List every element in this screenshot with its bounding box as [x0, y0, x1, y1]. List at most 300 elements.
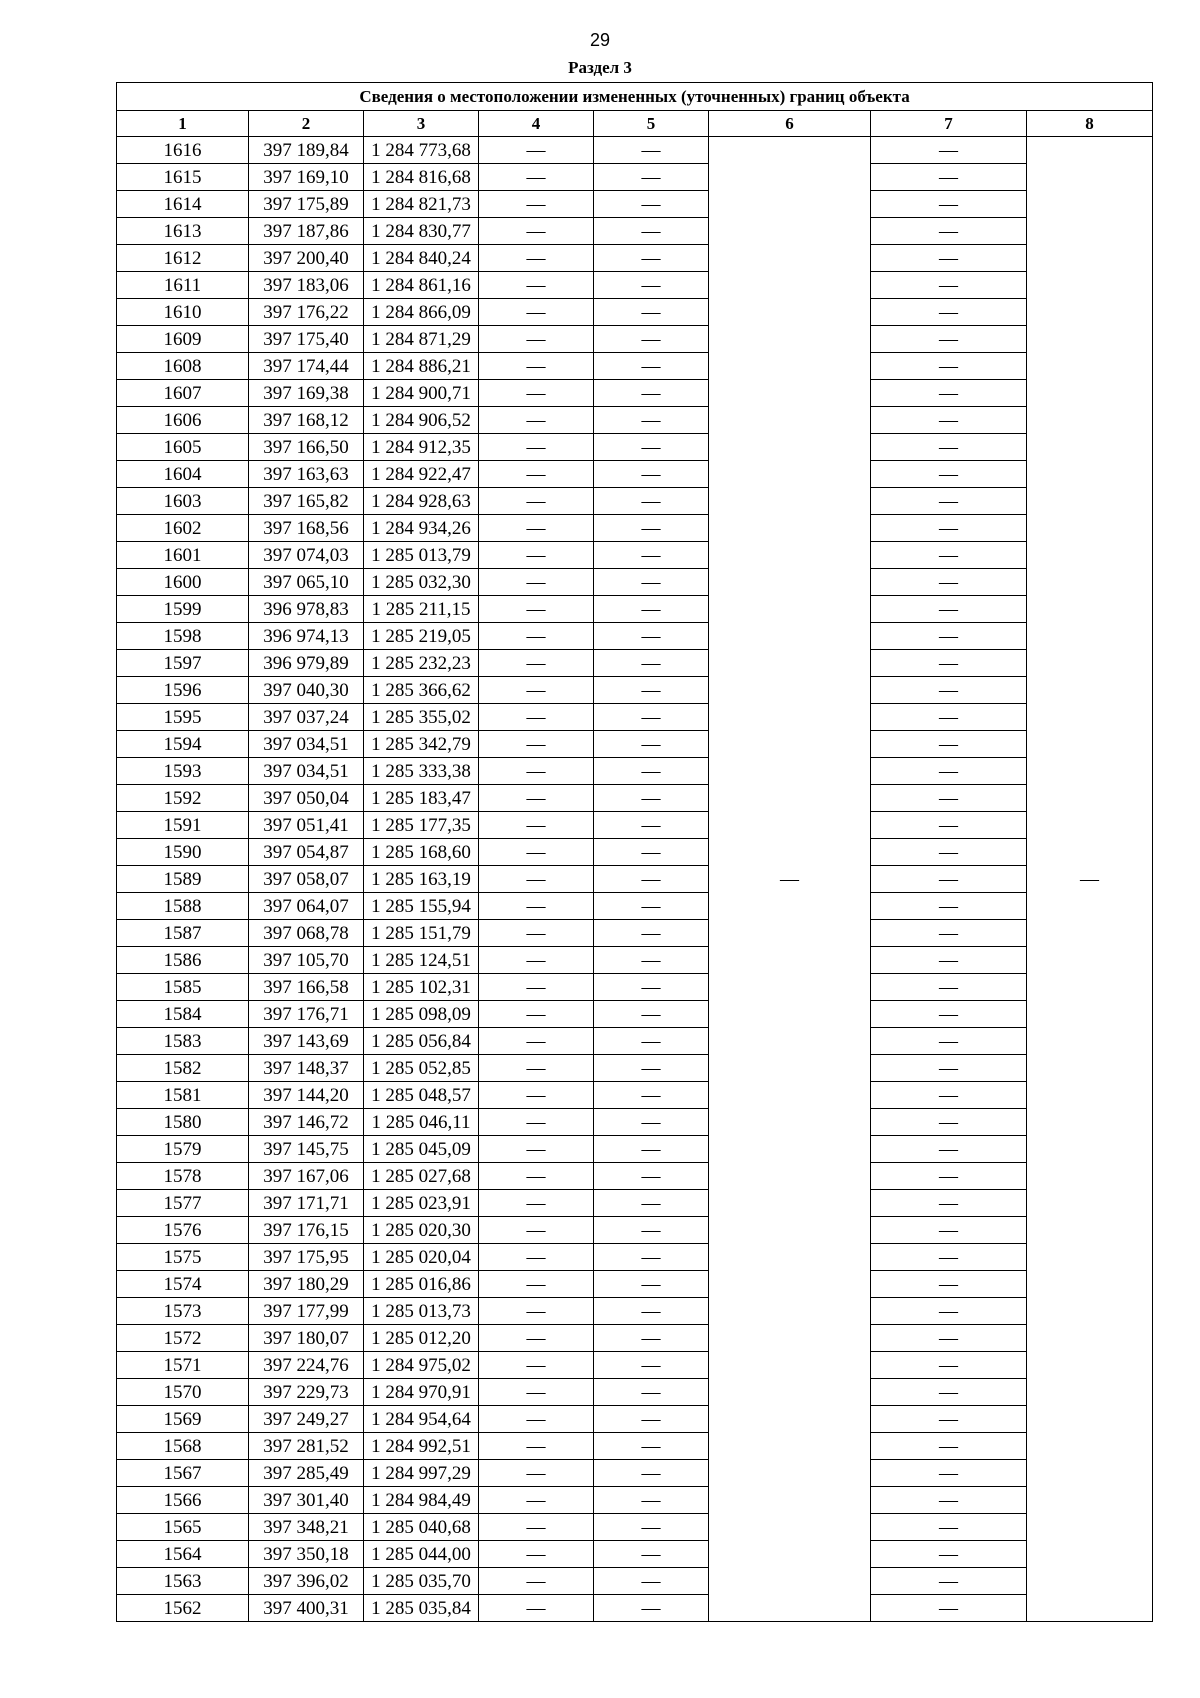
coordinate-x-cell: 397 224,76: [249, 1352, 364, 1379]
table-row: [117, 731, 1153, 758]
point-number-cell: 1576: [117, 1217, 249, 1244]
point-number-cell: 1594: [117, 731, 249, 758]
dash-cell: —: [594, 191, 709, 218]
coordinate-x-cell: 396 974,13: [249, 623, 364, 650]
point-number-cell: 1614: [117, 191, 249, 218]
column-number: 7: [871, 111, 1027, 137]
dash-cell: —: [871, 1379, 1027, 1406]
dash-cell: —: [871, 164, 1027, 191]
coordinate-y-cell: 1 284 866,09: [364, 299, 479, 326]
point-number-cell: 1587: [117, 920, 249, 947]
point-number-cell: 1609: [117, 326, 249, 353]
coordinate-y-cell: 1 284 830,77: [364, 218, 479, 245]
dash-cell: —: [871, 920, 1027, 947]
table-row: [117, 1109, 1153, 1136]
dash-cell: —: [479, 839, 594, 866]
coordinate-x-cell: 397 058,07: [249, 866, 364, 893]
dash-cell: —: [871, 1109, 1027, 1136]
coordinate-y-cell: 1 284 928,63: [364, 488, 479, 515]
dash-cell: —: [871, 1298, 1027, 1325]
coordinate-x-cell: 397 169,38: [249, 380, 364, 407]
coordinate-x-cell: 397 189,84: [249, 137, 364, 164]
dash-cell: —: [479, 650, 594, 677]
coordinate-x-cell: 397 174,44: [249, 353, 364, 380]
table-row: [117, 515, 1153, 542]
dash-cell: —: [479, 407, 594, 434]
dash-cell: —: [594, 569, 709, 596]
dash-cell: —: [594, 596, 709, 623]
dash-cell: —: [594, 1163, 709, 1190]
point-number-cell: 1603: [117, 488, 249, 515]
dash-cell: —: [479, 1541, 594, 1568]
dash-cell: —: [479, 164, 594, 191]
dash-cell: —: [594, 1568, 709, 1595]
point-number-cell: 1598: [117, 623, 249, 650]
dash-cell: —: [871, 650, 1027, 677]
table-row: [117, 1325, 1153, 1352]
coordinate-y-cell: 1 285 012,20: [364, 1325, 479, 1352]
coordinate-x-cell: 397 175,40: [249, 326, 364, 353]
dash-cell: —: [594, 515, 709, 542]
table-row: [117, 1028, 1153, 1055]
coordinate-y-cell: 1 285 035,70: [364, 1568, 479, 1595]
coordinate-x-cell: 397 051,41: [249, 812, 364, 839]
table-row: [117, 461, 1153, 488]
point-number-cell: 1605: [117, 434, 249, 461]
dash-cell: —: [594, 1433, 709, 1460]
point-number-cell: 1612: [117, 245, 249, 272]
table-row: [117, 1460, 1153, 1487]
coordinate-x-cell: 397 396,02: [249, 1568, 364, 1595]
coordinate-y-cell: 1 285 333,38: [364, 758, 479, 785]
dash-cell: —: [871, 1406, 1027, 1433]
dash-cell: —: [871, 974, 1027, 1001]
coordinate-y-cell: 1 285 040,68: [364, 1514, 479, 1541]
table-row: [117, 380, 1153, 407]
coordinate-x-cell: 397 167,06: [249, 1163, 364, 1190]
dash-cell: —: [594, 1298, 709, 1325]
dash-cell: —: [871, 272, 1027, 299]
coordinate-x-cell: 397 175,95: [249, 1244, 364, 1271]
table-row: [117, 542, 1153, 569]
column-number: 2: [249, 111, 364, 137]
point-number-cell: 1606: [117, 407, 249, 434]
table-row: [117, 758, 1153, 785]
dash-cell: —: [594, 812, 709, 839]
coordinate-x-cell: 397 065,10: [249, 569, 364, 596]
dash-cell: —: [479, 866, 594, 893]
coordinate-y-cell: 1 285 102,31: [364, 974, 479, 1001]
point-number-cell: 1600: [117, 569, 249, 596]
dash-cell: —: [479, 1271, 594, 1298]
table-row: [117, 893, 1153, 920]
table-row: [117, 299, 1153, 326]
coordinate-y-cell: 1 285 032,30: [364, 569, 479, 596]
dash-cell: —: [479, 623, 594, 650]
table-row: [117, 488, 1153, 515]
dash-cell: —: [479, 1595, 594, 1622]
dash-cell: —: [871, 758, 1027, 785]
dash-cell: —: [594, 1055, 709, 1082]
point-number-cell: 1616: [117, 137, 249, 164]
dash-cell: —: [594, 326, 709, 353]
dash-cell: —: [594, 1352, 709, 1379]
dash-cell: —: [871, 1271, 1027, 1298]
dash-cell: —: [871, 1460, 1027, 1487]
coordinate-y-cell: 1 285 219,05: [364, 623, 479, 650]
table-row: [117, 1379, 1153, 1406]
dash-cell: —: [594, 380, 709, 407]
dash-cell: —: [594, 1217, 709, 1244]
dash-cell: —: [871, 542, 1027, 569]
coordinate-y-cell: 1 284 992,51: [364, 1433, 479, 1460]
coordinate-x-cell: 397 166,58: [249, 974, 364, 1001]
table-row: [117, 623, 1153, 650]
coordinate-x-cell: 397 144,20: [249, 1082, 364, 1109]
coordinate-x-cell: 397 148,37: [249, 1055, 364, 1082]
column-number-row: [117, 111, 1153, 137]
point-number-cell: 1572: [117, 1325, 249, 1352]
dash-cell: —: [871, 1352, 1027, 1379]
coordinate-x-cell: 397 105,70: [249, 947, 364, 974]
coordinate-x-cell: 397 176,15: [249, 1217, 364, 1244]
coordinate-x-cell: 397 034,51: [249, 731, 364, 758]
dash-cell: —: [594, 1379, 709, 1406]
table-row: [117, 1163, 1153, 1190]
coordinate-y-cell: 1 285 045,09: [364, 1136, 479, 1163]
coordinate-y-cell: 1 284 984,49: [364, 1487, 479, 1514]
point-number-cell: 1571: [117, 1352, 249, 1379]
dash-cell: —: [871, 1244, 1027, 1271]
dash-cell: —: [479, 758, 594, 785]
dash-cell: —: [871, 893, 1027, 920]
dash-cell: —: [871, 1433, 1027, 1460]
coordinate-x-cell: 397 068,78: [249, 920, 364, 947]
coordinate-y-cell: 1 285 056,84: [364, 1028, 479, 1055]
dash-cell: —: [871, 1487, 1027, 1514]
dash-cell: —: [594, 1406, 709, 1433]
dash-cell: —: [871, 866, 1027, 893]
point-number-cell: 1604: [117, 461, 249, 488]
point-number-cell: 1574: [117, 1271, 249, 1298]
coordinate-x-cell: 397 054,87: [249, 839, 364, 866]
coordinate-y-cell: 1 285 052,85: [364, 1055, 479, 1082]
table-row: [117, 650, 1153, 677]
column-8-merged-cell: —: [1027, 137, 1153, 1622]
dash-cell: —: [871, 623, 1027, 650]
coordinate-y-cell: 1 284 906,52: [364, 407, 479, 434]
dash-cell: —: [871, 1136, 1027, 1163]
coordinate-x-cell: 397 180,29: [249, 1271, 364, 1298]
coordinate-x-cell: 397 040,30: [249, 677, 364, 704]
point-number-cell: 1596: [117, 677, 249, 704]
coordinate-x-cell: 396 978,83: [249, 596, 364, 623]
dash-cell: —: [479, 947, 594, 974]
table-row: [117, 326, 1153, 353]
coordinate-y-cell: 1 284 970,91: [364, 1379, 479, 1406]
coordinate-x-cell: 397 168,12: [249, 407, 364, 434]
coordinate-y-cell: 1 285 168,60: [364, 839, 479, 866]
dash-cell: —: [871, 785, 1027, 812]
point-number-cell: 1584: [117, 1001, 249, 1028]
point-number-cell: 1568: [117, 1433, 249, 1460]
coordinate-y-cell: 1 284 975,02: [364, 1352, 479, 1379]
table-row: [117, 839, 1153, 866]
point-number-cell: 1608: [117, 353, 249, 380]
dash-cell: —: [479, 785, 594, 812]
point-number-cell: 1595: [117, 704, 249, 731]
coordinate-x-cell: 397 034,51: [249, 758, 364, 785]
coordinate-y-cell: 1 285 342,79: [364, 731, 479, 758]
point-number-cell: 1563: [117, 1568, 249, 1595]
dash-cell: —: [479, 1568, 594, 1595]
coordinate-y-cell: 1 285 098,09: [364, 1001, 479, 1028]
dash-cell: —: [479, 1136, 594, 1163]
dash-cell: —: [871, 461, 1027, 488]
coordinate-x-cell: 397 163,63: [249, 461, 364, 488]
coordinate-x-cell: 397 037,24: [249, 704, 364, 731]
dash-cell: —: [479, 677, 594, 704]
coordinate-y-cell: 1 285 155,94: [364, 893, 479, 920]
dash-cell: —: [479, 704, 594, 731]
coordinate-x-cell: 397 064,07: [249, 893, 364, 920]
dash-cell: —: [594, 866, 709, 893]
coordinate-y-cell: 1 284 997,29: [364, 1460, 479, 1487]
dash-cell: —: [594, 1460, 709, 1487]
table-row: [117, 947, 1153, 974]
coordinate-x-cell: 397 074,03: [249, 542, 364, 569]
dash-cell: —: [479, 1325, 594, 1352]
dash-cell: —: [479, 1055, 594, 1082]
dash-cell: —: [479, 1190, 594, 1217]
column-number: 3: [364, 111, 479, 137]
dash-cell: —: [871, 353, 1027, 380]
coordinate-x-cell: 397 187,86: [249, 218, 364, 245]
dash-cell: —: [594, 1541, 709, 1568]
table-row: [117, 920, 1153, 947]
table-row: [117, 812, 1153, 839]
coordinate-y-cell: 1 285 020,04: [364, 1244, 479, 1271]
point-number-cell: 1577: [117, 1190, 249, 1217]
dash-cell: —: [871, 1055, 1027, 1082]
dash-cell: —: [594, 1271, 709, 1298]
point-number-cell: 1585: [117, 974, 249, 1001]
dash-cell: —: [871, 380, 1027, 407]
dash-cell: —: [479, 137, 594, 164]
point-number-cell: 1586: [117, 947, 249, 974]
dash-cell: —: [594, 623, 709, 650]
point-number-cell: 1566: [117, 1487, 249, 1514]
coordinate-x-cell: 397 180,07: [249, 1325, 364, 1352]
dash-cell: —: [479, 1487, 594, 1514]
dash-cell: —: [479, 1514, 594, 1541]
dash-cell: —: [479, 1352, 594, 1379]
dash-cell: —: [594, 1190, 709, 1217]
dash-cell: —: [594, 650, 709, 677]
coordinate-x-cell: 397 050,04: [249, 785, 364, 812]
dash-cell: —: [479, 1109, 594, 1136]
dash-cell: —: [479, 812, 594, 839]
dash-cell: —: [479, 1163, 594, 1190]
dash-cell: —: [594, 677, 709, 704]
point-number-cell: 1599: [117, 596, 249, 623]
coordinate-y-cell: 1 284 954,64: [364, 1406, 479, 1433]
dash-cell: —: [594, 1514, 709, 1541]
coordinate-y-cell: 1 285 046,11: [364, 1109, 479, 1136]
point-number-cell: 1579: [117, 1136, 249, 1163]
dash-cell: —: [871, 515, 1027, 542]
coordinate-y-cell: 1 284 821,73: [364, 191, 479, 218]
coordinate-y-cell: 1 284 861,16: [364, 272, 479, 299]
coordinate-y-cell: 1 285 048,57: [364, 1082, 479, 1109]
dash-cell: —: [871, 488, 1027, 515]
table-row: [117, 1217, 1153, 1244]
dash-cell: —: [594, 218, 709, 245]
table-row: [117, 596, 1153, 623]
table-row: [117, 866, 1153, 893]
coordinate-x-cell: 397 249,27: [249, 1406, 364, 1433]
dash-cell: —: [871, 1001, 1027, 1028]
dash-cell: —: [479, 920, 594, 947]
coordinate-y-cell: 1 285 366,62: [364, 677, 479, 704]
coordinate-x-cell: 397 146,72: [249, 1109, 364, 1136]
table-row: [117, 677, 1153, 704]
dash-cell: —: [594, 947, 709, 974]
table-row: [117, 569, 1153, 596]
dash-cell: —: [479, 731, 594, 758]
coordinate-y-cell: 1 284 773,68: [364, 137, 479, 164]
coordinate-x-cell: 397 400,31: [249, 1595, 364, 1622]
coordinate-x-cell: 397 176,71: [249, 1001, 364, 1028]
dash-cell: —: [871, 1568, 1027, 1595]
point-number-cell: 1564: [117, 1541, 249, 1568]
dash-cell: —: [594, 272, 709, 299]
dash-cell: —: [871, 569, 1027, 596]
dash-cell: —: [594, 785, 709, 812]
dash-cell: —: [479, 974, 594, 1001]
dash-cell: —: [594, 1001, 709, 1028]
dash-cell: —: [871, 191, 1027, 218]
dash-cell: —: [594, 1244, 709, 1271]
dash-cell: —: [871, 731, 1027, 758]
coordinate-x-cell: 397 166,50: [249, 434, 364, 461]
dash-cell: —: [871, 1541, 1027, 1568]
dash-cell: —: [594, 461, 709, 488]
section-label: Раздел 3: [568, 58, 632, 77]
dash-cell: —: [594, 974, 709, 1001]
point-number-cell: 1593: [117, 758, 249, 785]
coordinate-x-cell: 397 200,40: [249, 245, 364, 272]
point-number-cell: 1567: [117, 1460, 249, 1487]
coordinate-y-cell: 1 285 027,68: [364, 1163, 479, 1190]
column-number: 6: [709, 111, 871, 137]
coordinate-y-cell: 1 285 020,30: [364, 1217, 479, 1244]
coordinate-x-cell: 397 168,56: [249, 515, 364, 542]
table-row: [117, 1595, 1153, 1622]
table-row: [117, 164, 1153, 191]
dash-cell: —: [594, 542, 709, 569]
coordinate-y-cell: 1 285 163,19: [364, 866, 479, 893]
dash-cell: —: [871, 677, 1027, 704]
dash-cell: —: [594, 1595, 709, 1622]
dash-cell: —: [594, 1028, 709, 1055]
point-number-cell: 1611: [117, 272, 249, 299]
point-number-cell: 1591: [117, 812, 249, 839]
table-row: [117, 704, 1153, 731]
table-row: [117, 1271, 1153, 1298]
table-row: [117, 272, 1153, 299]
dash-cell: —: [479, 1082, 594, 1109]
table-row: [117, 1433, 1153, 1460]
dash-cell: —: [871, 326, 1027, 353]
coordinate-x-cell: 396 979,89: [249, 650, 364, 677]
point-number-cell: 1565: [117, 1514, 249, 1541]
dash-cell: —: [594, 920, 709, 947]
dash-cell: —: [871, 245, 1027, 272]
dash-cell: —: [871, 1217, 1027, 1244]
dash-cell: —: [479, 218, 594, 245]
dash-cell: —: [871, 947, 1027, 974]
coordinate-x-cell: 397 183,06: [249, 272, 364, 299]
table-row: [117, 1514, 1153, 1541]
table-row: [117, 1001, 1153, 1028]
dash-cell: —: [479, 1298, 594, 1325]
dash-cell: —: [594, 1325, 709, 1352]
point-number-cell: 1590: [117, 839, 249, 866]
coordinate-x-cell: 397 176,22: [249, 299, 364, 326]
coordinate-y-cell: 1 285 355,02: [364, 704, 479, 731]
table-row: [117, 974, 1153, 1001]
dash-cell: —: [594, 1487, 709, 1514]
dash-cell: —: [594, 758, 709, 785]
dash-cell: —: [871, 137, 1027, 164]
coordinate-x-cell: 397 165,82: [249, 488, 364, 515]
point-number-cell: 1615: [117, 164, 249, 191]
dash-cell: —: [479, 434, 594, 461]
dash-cell: —: [871, 1082, 1027, 1109]
point-number-cell: 1570: [117, 1379, 249, 1406]
point-number-cell: 1580: [117, 1109, 249, 1136]
dash-cell: —: [871, 839, 1027, 866]
table-row: [117, 1082, 1153, 1109]
dash-cell: —: [594, 1136, 709, 1163]
coordinate-y-cell: 1 285 044,00: [364, 1541, 479, 1568]
table-row: [117, 1352, 1153, 1379]
dash-cell: —: [479, 542, 594, 569]
coordinate-x-cell: 397 171,71: [249, 1190, 364, 1217]
dash-cell: —: [479, 326, 594, 353]
table-title: Сведения о местоположении измененных (уточненных) границ объекта: [117, 83, 1153, 111]
dash-cell: —: [594, 893, 709, 920]
dash-cell: —: [871, 299, 1027, 326]
point-number-cell: 1581: [117, 1082, 249, 1109]
coordinate-y-cell: 1 285 023,91: [364, 1190, 479, 1217]
dash-cell: —: [871, 596, 1027, 623]
table-row: [117, 1406, 1153, 1433]
point-number-cell: 1601: [117, 542, 249, 569]
point-number-cell: 1569: [117, 1406, 249, 1433]
table-row: [117, 407, 1153, 434]
coordinate-y-cell: 1 285 013,79: [364, 542, 479, 569]
point-number-cell: 1589: [117, 866, 249, 893]
dash-cell: —: [479, 245, 594, 272]
dash-cell: —: [594, 434, 709, 461]
point-number-cell: 1613: [117, 218, 249, 245]
point-number-cell: 1578: [117, 1163, 249, 1190]
page-number: 29: [589, 30, 611, 50]
coordinate-x-cell: 397 285,49: [249, 1460, 364, 1487]
coordinate-y-cell: 1 285 035,84: [364, 1595, 479, 1622]
